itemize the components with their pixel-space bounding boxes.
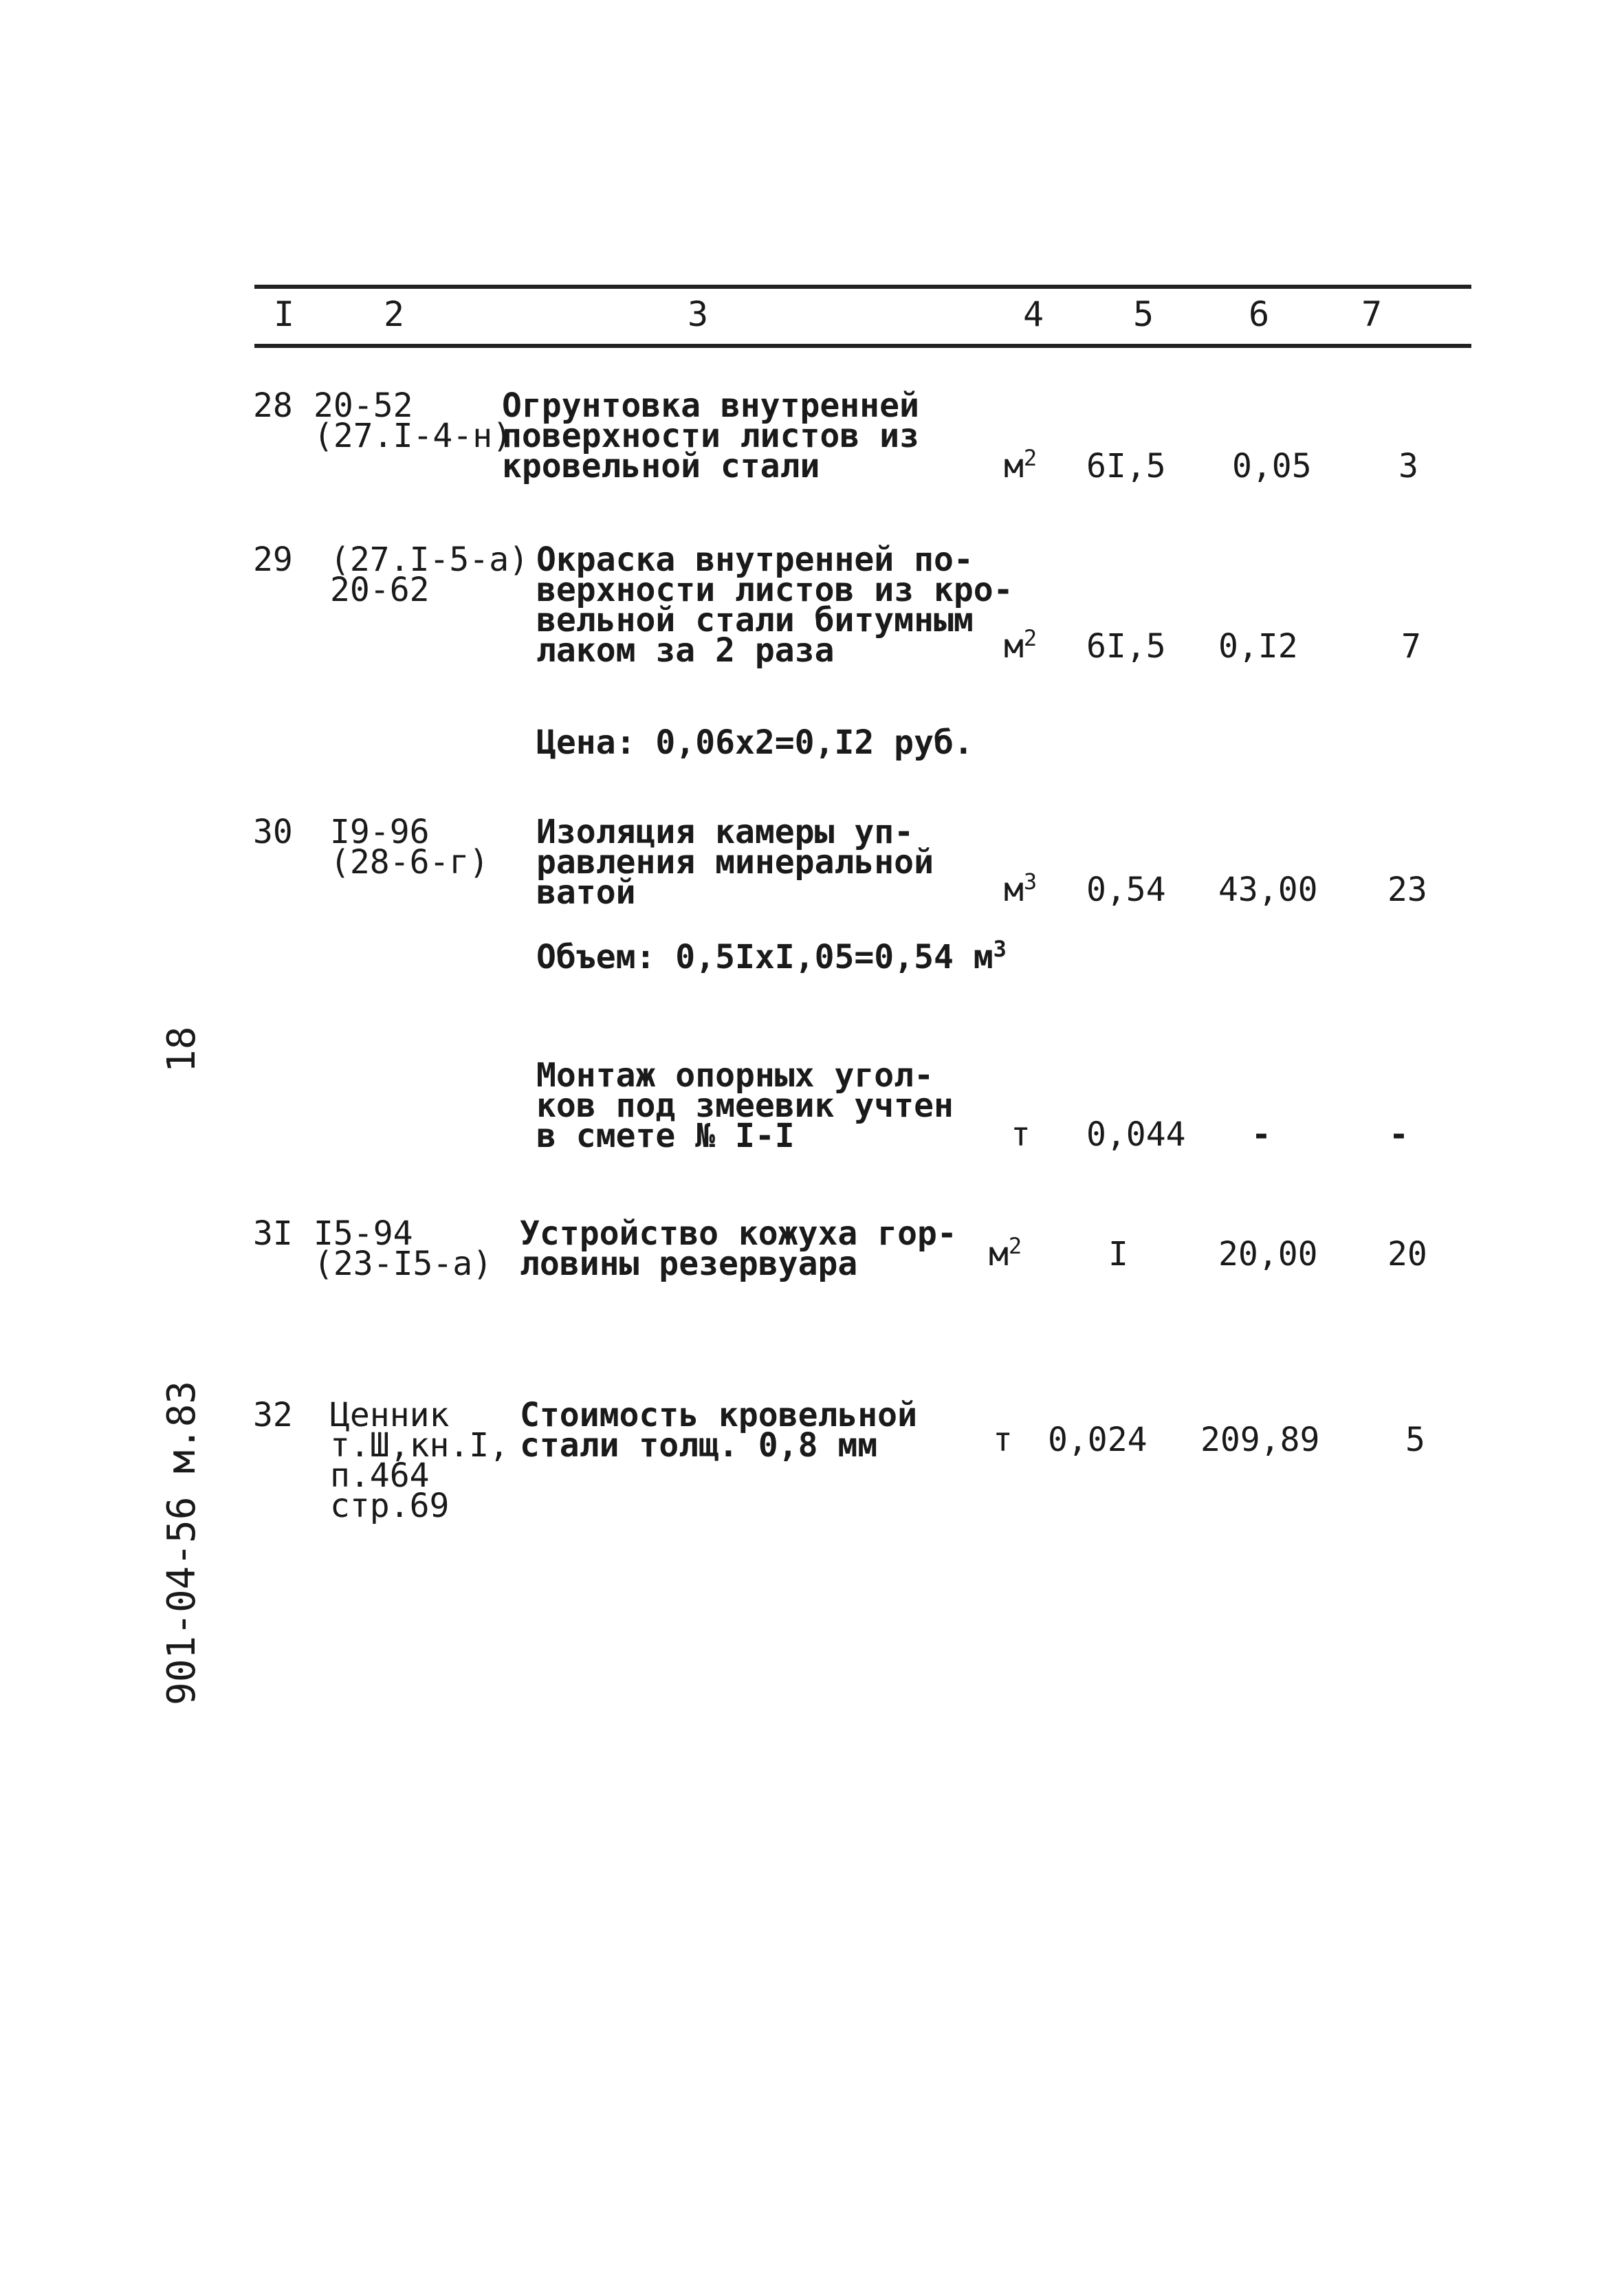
row-28-unit (1004, 445, 1038, 485)
header-top-rule (254, 285, 1471, 289)
row-32-quantity: 0,024 (1048, 1421, 1148, 1459)
row-29-number: 29 (253, 540, 293, 579)
row-29-code: (27.I-5-а) 20-62 (330, 540, 529, 609)
row-mounting-price: - (1251, 1115, 1271, 1154)
row-29-price: 0,I2 (1218, 627, 1298, 666)
row-30-unit-sup: 3 (1023, 868, 1038, 895)
row-29-total: 7 (1401, 627, 1421, 666)
row-mounting-quantity: 0,044 (1086, 1115, 1186, 1154)
row-28-quantity: 6I,5 (1086, 447, 1166, 485)
header-col-7: 7 (1361, 294, 1383, 334)
header-col-3: 3 (688, 294, 709, 334)
row-32-unit: т (993, 1421, 1013, 1459)
row-30-price: 43,00 (1218, 871, 1318, 909)
row-mounting-unit: т (1011, 1115, 1031, 1154)
row-30-code: I9-96 (28-6-г) (330, 813, 490, 882)
row-30-description: Изоляция камеры уп- равления минеральной ватой (536, 813, 934, 912)
header-col-4: 4 (1023, 294, 1044, 334)
row-31-code: I5-94 (23-I5-а) (314, 1214, 493, 1283)
row-30-volume-note-text: Объем: 0,5IхI,05=0,54 м (536, 938, 994, 976)
row-32-total: 5 (1405, 1421, 1425, 1459)
row-29-quantity: 6I,5 (1086, 627, 1166, 666)
row-mounting-description: Монтаж опорных угол- ков под змеевик учтен в смете № I-I (536, 1056, 954, 1155)
row-28-code: 20-52 (27.I-4-н) (314, 386, 512, 455)
header-col-6: 6 (1249, 294, 1270, 334)
side-document-code: 901-04-56 м.83 (160, 1380, 204, 1705)
row-28-unit-text: м (1004, 447, 1024, 485)
row-31-quantity: I (1108, 1235, 1128, 1273)
row-30-volume-note (536, 936, 1007, 976)
row-28-unit-sup: 2 (1023, 445, 1038, 471)
row-31-number: 3I (253, 1214, 293, 1253)
row-28-number: 28 (253, 386, 293, 425)
header-col-2: 2 (384, 294, 405, 334)
row-30-unit (1004, 868, 1038, 909)
row-32-number: 32 (253, 1396, 293, 1434)
row-29-description: Окраска внутренней по- верхности листов из кро- вельной стали битумным лаком за 2 раза (536, 540, 1013, 670)
row-31-unit-sup: 2 (1008, 1233, 1022, 1259)
row-29-unit-text: м (1004, 627, 1024, 666)
row-32-code: Ценник т.Ш,кн.I, п.464 стр.69 (330, 1396, 509, 1525)
row-29-unit (1004, 625, 1038, 666)
header-col-5: 5 (1133, 294, 1154, 334)
row-30-number: 30 (253, 813, 293, 851)
row-32-description: Стоимость кровельной стали толщ. 0,8 мм (520, 1396, 917, 1465)
row-32-price: 209,89 (1200, 1421, 1320, 1459)
row-30-unit-text: м (1004, 871, 1024, 909)
row-28-price: 0,05 (1232, 447, 1312, 485)
row-30-quantity: 0,54 (1086, 871, 1166, 909)
header-col-1: I (274, 294, 295, 334)
header-bottom-rule (254, 344, 1471, 348)
row-29-price-note: Цена: 0,06х2=0,I2 руб. (536, 723, 974, 762)
row-31-price: 20,00 (1218, 1235, 1318, 1273)
row-31-unit (989, 1233, 1022, 1273)
side-page-number: 18 (160, 1026, 204, 1073)
row-29-unit-sup: 2 (1023, 625, 1038, 651)
row-31-total: 20 (1387, 1235, 1427, 1273)
row-31-description: Устройство кожуха гор- ловины резервуара (520, 1214, 957, 1283)
row-28-total: 3 (1398, 447, 1418, 485)
row-30-volume-note-sup: 3 (993, 936, 1007, 962)
row-mounting-total: - (1389, 1115, 1409, 1154)
row-28-description: Огрунтовка внутренней поверхности листов из кровельной стали (502, 386, 919, 485)
row-30-total: 23 (1387, 871, 1427, 909)
row-31-unit-text: м (989, 1235, 1009, 1273)
